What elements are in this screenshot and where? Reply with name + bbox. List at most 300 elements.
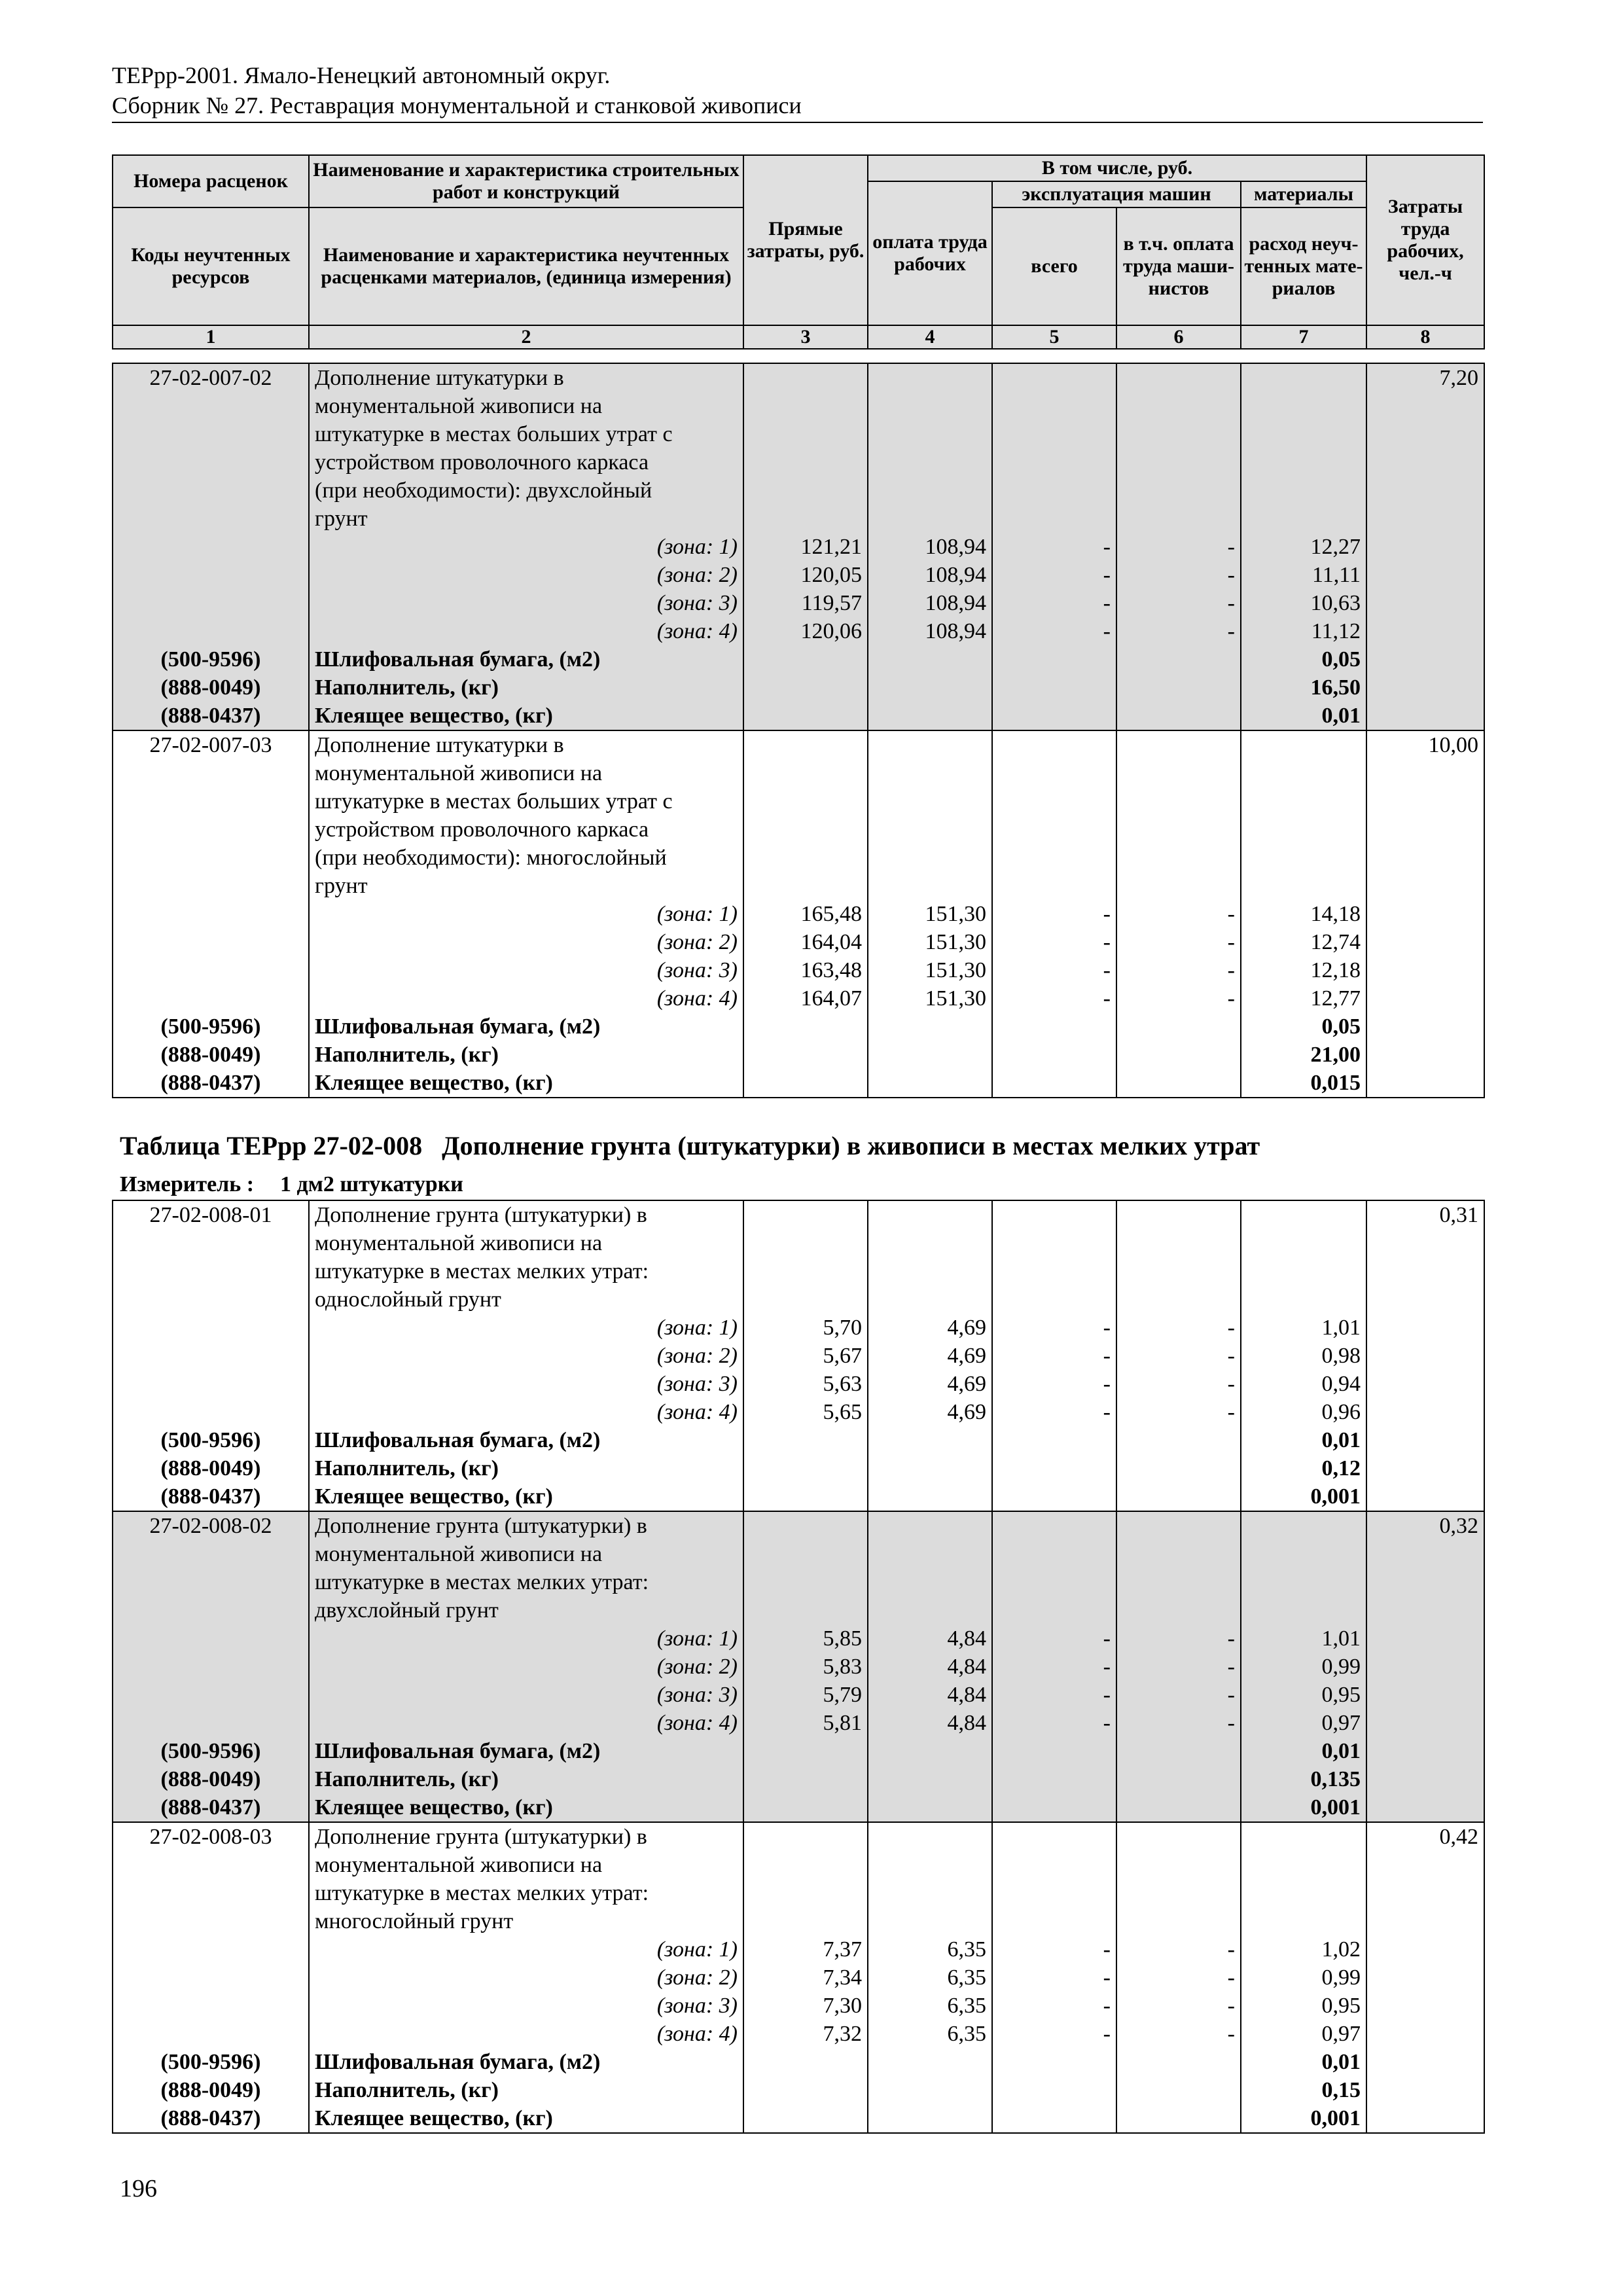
machinist-pay-value: -	[1116, 1681, 1241, 1709]
machinist-pay-value: -	[1116, 2020, 1241, 2048]
machinist-pay-value: -	[1116, 1992, 1241, 2020]
table-row	[113, 1229, 1484, 1257]
empty-cell	[992, 1822, 1116, 1851]
machine-total-value: -	[992, 1398, 1116, 1426]
empty-cell	[992, 420, 1116, 448]
empty-cell	[992, 1540, 1116, 1568]
header-rule	[112, 122, 1483, 123]
rate-description-line: грунт	[309, 872, 743, 900]
labor-costs: 10,00	[1366, 730, 1484, 759]
worker-pay-value: 4,84	[868, 1653, 992, 1681]
page-header	[112, 60, 1483, 123]
empty-cell	[992, 2076, 1116, 2104]
table-row	[113, 872, 1484, 900]
empty-cell	[1116, 1482, 1241, 1511]
direct-costs-value: 5,65	[743, 1398, 868, 1426]
zone-label: (зона: 1)	[309, 1624, 743, 1653]
zone-label: (зона: 3)	[309, 1370, 743, 1398]
labor-cell	[1366, 673, 1484, 702]
empty-cell	[992, 730, 1116, 759]
empty-cell	[992, 1568, 1116, 1596]
table-row	[113, 759, 1484, 787]
labor-cell	[1366, 956, 1484, 984]
col-num-5: 5	[992, 325, 1116, 349]
empty-cell	[743, 1013, 868, 1041]
col-rate-numbers: Номера расценок	[113, 155, 309, 207]
machinist-pay-value: -	[1116, 928, 1241, 956]
empty-cell	[1116, 1765, 1241, 1793]
rate-description-line: штукатурке в местах больших утрат с	[309, 787, 743, 816]
machinist-pay-value: -	[1116, 1964, 1241, 1992]
empty-cell	[743, 1454, 868, 1482]
zone-label: (зона: 2)	[309, 928, 743, 956]
empty-cell	[1116, 1793, 1241, 1822]
empty-cell	[1241, 1851, 1366, 1879]
machine-total-value: -	[992, 1314, 1116, 1342]
empty-cell	[868, 1426, 992, 1454]
labor-cell	[1366, 645, 1484, 673]
empty-cell	[743, 448, 868, 476]
col-material-name: Наименование и характеристика неучтенных расценками материалов, (единица измерения)	[309, 207, 743, 325]
labor-cell	[1366, 1765, 1484, 1793]
table-row	[113, 1851, 1484, 1879]
zone-label: (зона: 1)	[309, 1314, 743, 1342]
resource-name: Наполнитель, (кг)	[309, 1041, 743, 1069]
machinist-pay-value: -	[1116, 1398, 1241, 1426]
machinist-pay-value: -	[1116, 900, 1241, 928]
worker-pay-value: 108,94	[868, 617, 992, 645]
materials-value: 0,95	[1241, 1992, 1366, 2020]
machine-total-value: -	[992, 561, 1116, 589]
direct-costs-value: 5,79	[743, 1681, 868, 1709]
table-row	[113, 702, 1484, 730]
empty-cell	[743, 476, 868, 505]
labor-cell	[1366, 1314, 1484, 1342]
table-row	[113, 928, 1484, 956]
empty-cell	[743, 2076, 868, 2104]
empty-cell	[1241, 1568, 1366, 1596]
rate-code-cell	[113, 617, 309, 645]
machinist-pay-value: -	[1116, 1370, 1241, 1398]
rate-code: 27-02-008-03	[113, 1822, 309, 1851]
empty-cell	[743, 1482, 868, 1511]
worker-pay-value: 6,35	[868, 1935, 992, 1964]
empty-cell	[743, 1069, 868, 1098]
labor-cell	[1366, 1964, 1484, 1992]
resource-name: Клеящее вещество, (кг)	[309, 1482, 743, 1511]
rate-code-cell	[113, 759, 309, 787]
table-row	[113, 1200, 1484, 1229]
col-work-name: Наименование и характеристика строительных работ и конструкций	[309, 155, 743, 207]
empty-cell	[992, 476, 1116, 505]
empty-cell	[992, 2048, 1116, 2076]
resource-name: Клеящее вещество, (кг)	[309, 702, 743, 730]
resource-quantity: 0,135	[1241, 1765, 1366, 1793]
empty-cell	[1116, 2076, 1241, 2104]
resource-quantity: 0,001	[1241, 1793, 1366, 1822]
table-row	[113, 1342, 1484, 1370]
rate-code-cell	[113, 1370, 309, 1398]
empty-cell	[1116, 1596, 1241, 1624]
machine-total-value: -	[992, 956, 1116, 984]
direct-costs-value: 163,48	[743, 956, 868, 984]
table-row	[113, 617, 1484, 645]
labor-cell	[1366, 1370, 1484, 1398]
empty-cell	[1241, 1285, 1366, 1314]
empty-cell	[743, 844, 868, 872]
resource-name: Шлифовальная бумага, (м2)	[309, 1737, 743, 1765]
resource-quantity: 0,015	[1241, 1069, 1366, 1098]
zone-label: (зона: 4)	[309, 2020, 743, 2048]
empty-cell	[743, 1851, 868, 1879]
rate-code-cell	[113, 984, 309, 1013]
section-table-number: Таблица ТЕРрр 27-02-008	[120, 1131, 423, 1160]
rate-code-cell	[113, 1285, 309, 1314]
machine-total-value: -	[992, 928, 1116, 956]
table-row	[113, 1069, 1484, 1098]
direct-costs-value: 164,07	[743, 984, 868, 1013]
table-row	[113, 1907, 1484, 1935]
rate-description-line: Дополнение грунта (штукатурки) в	[309, 1822, 743, 1851]
empty-cell	[743, 1285, 868, 1314]
table-row	[113, 1511, 1484, 1540]
rate-code-cell	[113, 420, 309, 448]
empty-cell	[743, 2048, 868, 2076]
rate-code-cell	[113, 448, 309, 476]
resource-quantity: 0,12	[1241, 1454, 1366, 1482]
labor-cell	[1366, 392, 1484, 420]
empty-cell	[1241, 1540, 1366, 1568]
empty-cell	[868, 1851, 992, 1879]
labor-cell	[1366, 420, 1484, 448]
resource-code: (888-0049)	[113, 1765, 309, 1793]
empty-cell	[1241, 363, 1366, 392]
empty-cell	[1116, 1041, 1241, 1069]
col-num-3: 3	[743, 325, 868, 349]
empty-cell	[1116, 363, 1241, 392]
empty-cell	[1116, 1200, 1241, 1229]
rate-code-cell	[113, 1540, 309, 1568]
empty-cell	[992, 759, 1116, 787]
machinist-pay-value: -	[1116, 1653, 1241, 1681]
empty-cell	[743, 730, 868, 759]
empty-cell	[1116, 816, 1241, 844]
machinist-pay-value: -	[1116, 589, 1241, 617]
empty-cell	[868, 1737, 992, 1765]
resource-quantity: 0,01	[1241, 702, 1366, 730]
labor-cell	[1366, 1907, 1484, 1935]
empty-cell	[1241, 505, 1366, 533]
empty-cell	[1116, 730, 1241, 759]
empty-cell	[1241, 787, 1366, 816]
resource-name: Шлифовальная бумага, (м2)	[309, 2048, 743, 2076]
empty-cell	[1241, 1200, 1366, 1229]
labor-cell	[1366, 1653, 1484, 1681]
labor-cell	[1366, 1342, 1484, 1370]
rate-description-line: многослойный грунт	[309, 1907, 743, 1935]
worker-pay-value: 4,69	[868, 1398, 992, 1426]
table-row	[113, 2048, 1484, 2076]
rate-code-cell	[113, 1992, 309, 2020]
empty-cell	[1116, 505, 1241, 533]
rate-code-cell	[113, 900, 309, 928]
empty-cell	[868, 844, 992, 872]
direct-costs-value: 5,85	[743, 1624, 868, 1653]
materials-value: 0,95	[1241, 1681, 1366, 1709]
empty-cell	[1116, 1069, 1241, 1098]
page-number: 196	[120, 2175, 157, 2202]
machinist-pay-value: -	[1116, 1709, 1241, 1737]
worker-pay-value: 151,30	[868, 900, 992, 928]
rate-code-cell	[113, 1596, 309, 1624]
rate-description-line: однослойный грунт	[309, 1285, 743, 1314]
table-row	[113, 645, 1484, 673]
machinist-pay-value: -	[1116, 1314, 1241, 1342]
labor-cell	[1366, 2104, 1484, 2133]
empty-cell	[743, 392, 868, 420]
rate-code-cell	[113, 1568, 309, 1596]
empty-cell	[1241, 730, 1366, 759]
empty-cell	[992, 505, 1116, 533]
worker-pay-value: 6,35	[868, 1992, 992, 2020]
empty-cell	[1241, 844, 1366, 872]
resource-name: Клеящее вещество, (кг)	[309, 1793, 743, 1822]
rate-code: 27-02-008-01	[113, 1200, 309, 1229]
empty-cell	[743, 363, 868, 392]
empty-cell	[743, 787, 868, 816]
empty-cell	[992, 1879, 1116, 1907]
empty-cell	[1241, 1822, 1366, 1851]
materials-value: 11,11	[1241, 561, 1366, 589]
table-row	[113, 1540, 1484, 1568]
worker-pay-value: 4,69	[868, 1370, 992, 1398]
empty-cell	[868, 1596, 992, 1624]
col-worker-pay: оплата труда рабочих	[868, 181, 992, 325]
table-row	[113, 1793, 1484, 1822]
direct-costs-value: 7,30	[743, 1992, 868, 2020]
empty-cell	[868, 392, 992, 420]
rate-description-line: штукатурке в местах мелких утрат:	[309, 1257, 743, 1285]
empty-cell	[1116, 1013, 1241, 1041]
empty-cell	[992, 1426, 1116, 1454]
empty-cell	[1116, 476, 1241, 505]
empty-cell	[743, 759, 868, 787]
empty-cell	[1116, 1822, 1241, 1851]
col-materials: материалы	[1241, 181, 1366, 207]
labor-cell	[1366, 984, 1484, 1013]
rate-code-cell	[113, 1342, 309, 1370]
rate-description-line: монументальной живописи на	[309, 392, 743, 420]
table-row	[113, 1398, 1484, 1426]
rate-code-cell	[113, 816, 309, 844]
rate-code-cell	[113, 956, 309, 984]
worker-pay-value: 151,30	[868, 984, 992, 1013]
empty-cell	[1116, 702, 1241, 730]
direct-costs-value: 5,67	[743, 1342, 868, 1370]
empty-cell	[868, 759, 992, 787]
col-num-4: 4	[868, 325, 992, 349]
table-row	[113, 1013, 1484, 1041]
machine-total-value: -	[992, 617, 1116, 645]
empty-cell	[868, 1013, 992, 1041]
empty-cell	[868, 2048, 992, 2076]
resource-name: Наполнитель, (кг)	[309, 1765, 743, 1793]
empty-cell	[868, 702, 992, 730]
empty-cell	[868, 1200, 992, 1229]
table-row	[113, 900, 1484, 928]
rate-description-line: устройством проволочного каркаса	[309, 448, 743, 476]
table-row	[113, 476, 1484, 505]
machine-total-value: -	[992, 1935, 1116, 1964]
rate-code-cell	[113, 505, 309, 533]
empty-cell	[1116, 448, 1241, 476]
table-row	[113, 1624, 1484, 1653]
labor-cell	[1366, 505, 1484, 533]
table-row	[113, 1257, 1484, 1285]
labor-cell	[1366, 1992, 1484, 2020]
empty-cell	[992, 1069, 1116, 1098]
labor-cell	[1366, 476, 1484, 505]
section-title	[120, 1130, 1260, 1162]
labor-cell	[1366, 1398, 1484, 1426]
rate-description-line: Дополнение грунта (штукатурки) в	[309, 1511, 743, 1540]
empty-cell	[992, 1041, 1116, 1069]
direct-costs-value: 5,83	[743, 1653, 868, 1681]
empty-cell	[992, 1229, 1116, 1257]
table-row	[113, 1964, 1484, 1992]
empty-cell	[743, 1907, 868, 1935]
rate-code-cell	[113, 1964, 309, 1992]
empty-cell	[992, 673, 1116, 702]
resource-code: (888-0049)	[113, 1454, 309, 1482]
empty-cell	[868, 872, 992, 900]
table-row	[113, 505, 1484, 533]
empty-cell	[743, 1041, 868, 1069]
worker-pay-value: 151,30	[868, 928, 992, 956]
empty-cell	[992, 1200, 1116, 1229]
rate-code-cell	[113, 561, 309, 589]
labor-cell	[1366, 589, 1484, 617]
resource-code: (500-9596)	[113, 1426, 309, 1454]
zone-label: (зона: 3)	[309, 1681, 743, 1709]
worker-pay-value: 6,35	[868, 1964, 992, 1992]
zone-label: (зона: 1)	[309, 533, 743, 561]
resource-quantity: 0,001	[1241, 1482, 1366, 1511]
table-row	[113, 1765, 1484, 1793]
resource-name: Клеящее вещество, (кг)	[309, 2104, 743, 2133]
empty-cell	[1116, 1737, 1241, 1765]
empty-cell	[1116, 673, 1241, 702]
direct-costs-value: 5,70	[743, 1314, 868, 1342]
resource-quantity: 0,001	[1241, 2104, 1366, 2133]
empty-cell	[868, 1285, 992, 1314]
rate-code-cell	[113, 1709, 309, 1737]
empty-cell	[992, 872, 1116, 900]
rate-code-cell	[113, 844, 309, 872]
empty-cell	[743, 645, 868, 673]
empty-cell	[1116, 420, 1241, 448]
empty-cell	[992, 1257, 1116, 1285]
rate-description-line: грунт	[309, 505, 743, 533]
table-row	[113, 392, 1484, 420]
resource-code: (500-9596)	[113, 1013, 309, 1041]
empty-cell	[743, 1200, 868, 1229]
empty-cell	[992, 2104, 1116, 2133]
rate-code-cell	[113, 2020, 309, 2048]
table-row	[113, 787, 1484, 816]
rate-code-cell	[113, 1257, 309, 1285]
rate-code-cell	[113, 1314, 309, 1342]
table-row	[113, 533, 1484, 561]
machinist-pay-value: -	[1116, 1935, 1241, 1964]
col-machinist-pay: в т.ч. оплата труда маши-нистов	[1116, 207, 1241, 325]
empty-cell	[1241, 1229, 1366, 1257]
empty-cell	[868, 730, 992, 759]
materials-value: 0,99	[1241, 1653, 1366, 1681]
col-num-1: 1	[113, 325, 309, 349]
empty-cell	[868, 645, 992, 673]
empty-cell	[743, 1426, 868, 1454]
resource-code: (888-0049)	[113, 673, 309, 702]
empty-cell	[1241, 1511, 1366, 1540]
empty-cell	[992, 448, 1116, 476]
zone-label: (зона: 4)	[309, 1398, 743, 1426]
labor-cell	[1366, 702, 1484, 730]
empty-cell	[743, 1879, 868, 1907]
rate-code-cell	[113, 1879, 309, 1907]
rate-code-cell	[113, 872, 309, 900]
resource-name: Шлифовальная бумага, (м2)	[309, 1013, 743, 1041]
empty-cell	[1241, 872, 1366, 900]
empty-cell	[743, 1540, 868, 1568]
labor-costs: 0,31	[1366, 1200, 1484, 1229]
empty-cell	[992, 1737, 1116, 1765]
col-num-8: 8	[1366, 325, 1484, 349]
labor-cell	[1366, 844, 1484, 872]
zone-label: (зона: 3)	[309, 1992, 743, 2020]
direct-costs-value: 7,37	[743, 1935, 868, 1964]
col-resource-codes: Коды неучтенных ресурсов	[113, 207, 309, 325]
machine-total-value: -	[992, 2020, 1116, 2048]
rate-code-cell	[113, 1624, 309, 1653]
labor-cell	[1366, 1568, 1484, 1596]
document-title: ТЕРрр-2001. Ямало-Ненецкий автономный округ.	[112, 62, 611, 88]
empty-cell	[743, 1229, 868, 1257]
empty-cell	[868, 420, 992, 448]
worker-pay-value: 4,84	[868, 1624, 992, 1653]
rate-description-line: Дополнение грунта (штукатурки) в	[309, 1200, 743, 1229]
direct-costs-value: 7,32	[743, 2020, 868, 2048]
empty-cell	[992, 844, 1116, 872]
labor-cell	[1366, 617, 1484, 645]
materials-value: 11,12	[1241, 617, 1366, 645]
col-machine-total: всего	[992, 207, 1116, 325]
table-row	[113, 984, 1484, 1013]
empty-cell	[992, 1851, 1116, 1879]
labor-cell	[1366, 928, 1484, 956]
empty-cell	[1116, 1511, 1241, 1540]
labor-cell	[1366, 1624, 1484, 1653]
labor-cell	[1366, 533, 1484, 561]
empty-cell	[868, 505, 992, 533]
empty-cell	[992, 1596, 1116, 1624]
rate-code-cell	[113, 1681, 309, 1709]
direct-costs-value: 165,48	[743, 900, 868, 928]
empty-cell	[1116, 787, 1241, 816]
rate-description-line: монументальной живописи на	[309, 1540, 743, 1568]
rate-code-cell	[113, 1851, 309, 1879]
rate-code-cell	[113, 1935, 309, 1964]
